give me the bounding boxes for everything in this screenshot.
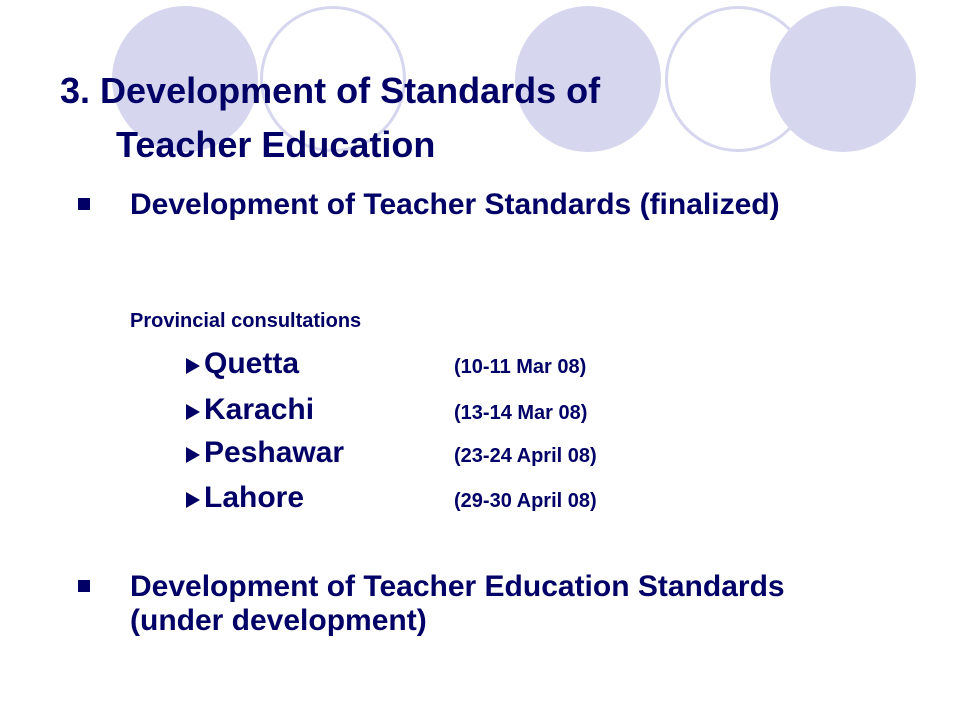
consultation-item (186, 478, 597, 518)
bullet-item (78, 188, 810, 222)
city-name: Peshawar (204, 436, 345, 469)
consultation-item (186, 433, 597, 473)
consultation-dates: (13-14 Mar 08) (454, 401, 588, 424)
slide-title (60, 64, 820, 172)
arrow-right-icon (186, 358, 200, 374)
arrow-right-icon (186, 492, 200, 508)
bullet-item (78, 570, 810, 638)
city-name: Karachi (204, 393, 315, 426)
square-bullet-icon (78, 198, 90, 210)
city-name: Lahore (204, 481, 305, 514)
consultation-item (186, 344, 586, 384)
sub-label: Provincial consultations (130, 310, 362, 332)
arrow-right-icon (186, 447, 200, 463)
title-line-2: Teacher Education (116, 124, 436, 165)
square-bullet-icon (78, 580, 90, 592)
title-line-1: 3. Development of Standards of (60, 70, 601, 111)
consultation-dates: (29-30 April 08) (454, 489, 597, 512)
consultation-item (186, 390, 587, 430)
bullet-text: Development of Teacher Education Standards (under development) (130, 570, 785, 637)
arrow-right-icon (186, 404, 200, 420)
city-name: Quetta (204, 347, 300, 380)
consultation-dates: (23-24 April 08) (454, 444, 597, 467)
bullet-text: Development of Teacher Standards (finalized) (130, 188, 780, 221)
consultation-dates: (10-11 Mar 08) (454, 355, 587, 378)
